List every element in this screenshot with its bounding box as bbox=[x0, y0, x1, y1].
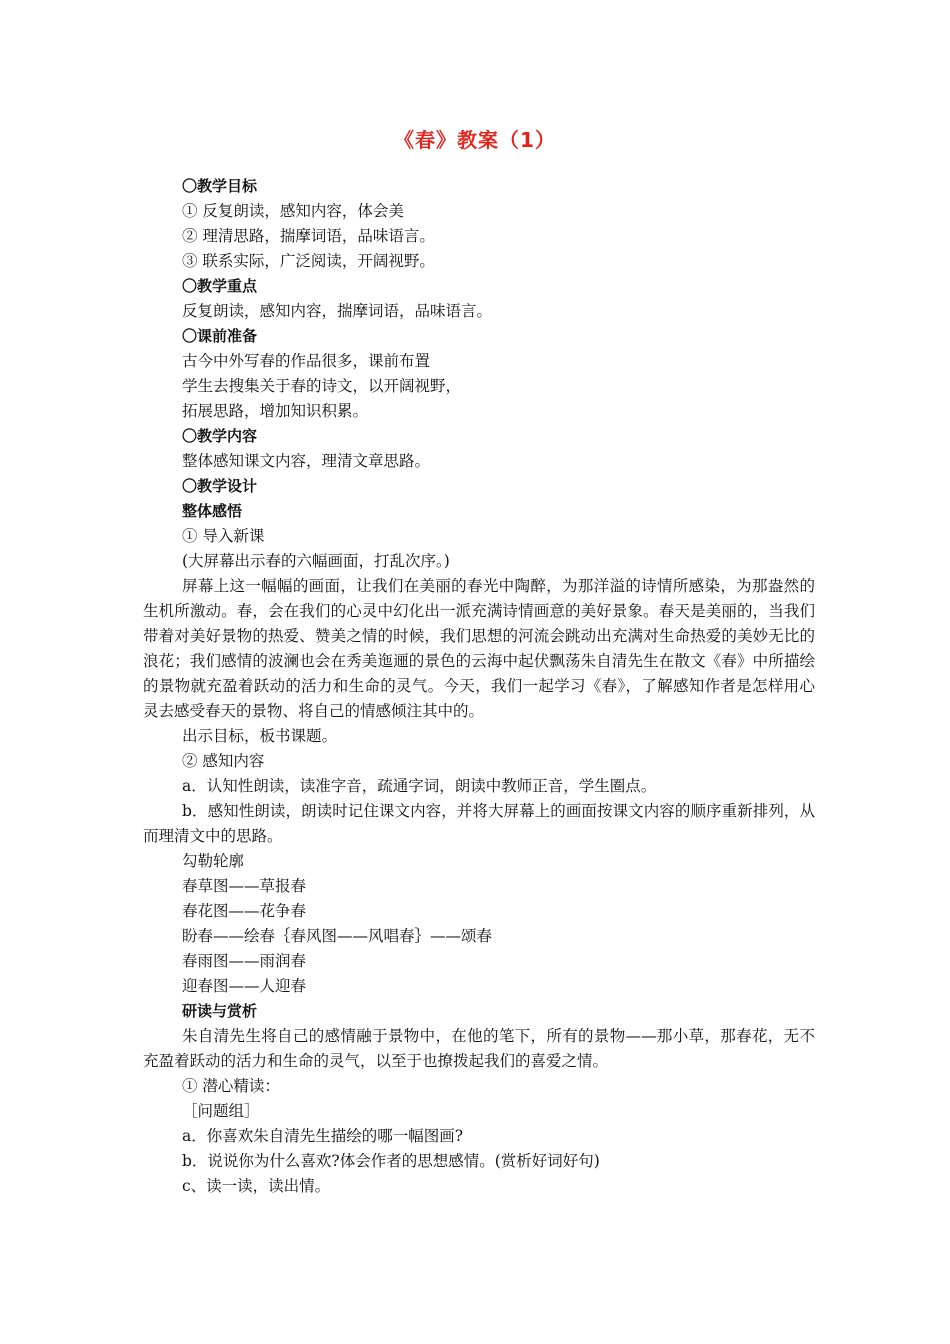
text-line: b．说说你为什么喜欢?体会作者的思想感情。(赏析好词好句) bbox=[182, 1152, 600, 1170]
text-line: 春雨图——雨润春 bbox=[182, 952, 307, 970]
paragraph: 屏幕上这一幅幅的画面，让我们在美丽的春光中陶醉，为那洋溢的诗情所感染，为那盎然的生机所激动。春，会在我们的心灵中幻化出一派充满诗情画意的美好景象。春天是美丽的，当我们带着对美好景物的热爱、赞美之情的时候，我们思想的河流会跳动出充满对生命热爱的美妙无比的浪花；我们感情的波澜也会在秀美迤逦的景色的云海中起伏飘荡朱自清先生在散文《春》中所描绘的景物就充盈着跃动的活力和生命的灵气。今天，我们一起学习《春》，了解感知作者是怎样用心灵去感受春天的景物、将自己的情感倾注其中的。 bbox=[143, 577, 815, 720]
text-line: 拓展思路，增加知识积累。 bbox=[182, 402, 369, 420]
section-heading: 〇教学设计 bbox=[182, 477, 258, 495]
text-line: ① 导入新课 bbox=[182, 527, 265, 545]
document-body bbox=[143, 174, 815, 1199]
section-heading: 〇教学目标 bbox=[182, 177, 258, 195]
text-line: 反复朗读，感知内容，揣摩词语，品味语言。 bbox=[182, 302, 493, 320]
subsection-heading: 研读与赏析 bbox=[182, 1002, 258, 1020]
section-heading: 〇课前准备 bbox=[182, 327, 258, 345]
text-line: 整体感知课文内容，理清文章思路。 bbox=[182, 452, 431, 470]
text-line: a．你喜欢朱自清先生描绘的哪一幅图画? bbox=[182, 1127, 464, 1145]
text-line: 学生去搜集关于春的诗文，以开阔视野， bbox=[182, 377, 462, 395]
text-line: 出示目标，板书课题。 bbox=[182, 727, 338, 745]
text-line: ① 潜心精读： bbox=[182, 1077, 280, 1095]
text-line: (大屏幕出示春的六幅画面，打乱次序。) bbox=[182, 552, 450, 570]
text-line: 盼春——绘春｛春风图——风唱春｝——颂春 bbox=[182, 927, 493, 945]
text-line: c、读一读，读出情。 bbox=[182, 1177, 331, 1195]
paragraph: b．感知性朗读，朗读时记住课文内容，并将大屏幕上的画面按课文内容的顺序重新排列，从而理清文中的思路。 bbox=[143, 802, 815, 845]
text-line: 古今中外写春的作品很多，课前布置 bbox=[182, 352, 431, 370]
paragraph: 朱自清先生将自己的感情融于景物中，在他的笔下，所有的景物——那小草，那春花，无不充盈着跃动的活力和生命的灵气，以至于也撩拨起我们的喜爱之情。 bbox=[143, 1027, 815, 1070]
text-line: ② 理清思路，揣摩词语，品味语言。 bbox=[182, 227, 435, 245]
subsection-heading: 整体感悟 bbox=[182, 502, 243, 520]
section-heading: 〇教学内容 bbox=[182, 427, 258, 445]
text-line: a．认知性朗读，读准字音，疏通字词，朗读中教师正音，学生圈点。 bbox=[182, 777, 657, 795]
section-heading: 〇教学重点 bbox=[182, 277, 258, 295]
text-line: 春草图——草报春 bbox=[182, 877, 307, 895]
text-line: 迎春图——人迎春 bbox=[182, 977, 307, 995]
text-line: ② 感知内容 bbox=[182, 752, 265, 770]
document-title: 《春》教案（1） bbox=[394, 128, 556, 152]
text-line: 春花图——花争春 bbox=[182, 902, 307, 920]
text-line: ③ 联系实际，广泛阅读，开阔视野。 bbox=[182, 252, 435, 270]
text-line: ［问题组］ bbox=[182, 1102, 260, 1120]
text-line: ① 反复朗读，感知内容，体会美 bbox=[182, 202, 404, 220]
text-line: 勾勒轮廓 bbox=[182, 852, 245, 870]
